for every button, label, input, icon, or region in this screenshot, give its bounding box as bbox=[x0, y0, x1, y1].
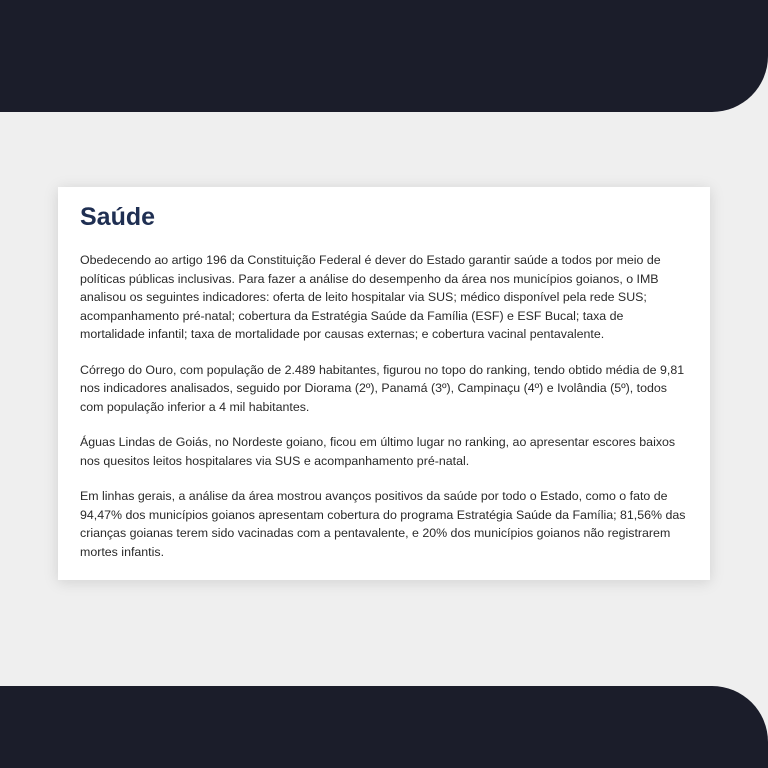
bottom-decorative-band bbox=[0, 686, 768, 768]
paragraph-intro: Obedecendo ao artigo 196 da Constituição Federal é dever do Estado garantir saúde a todos por meio de políticas públicas inclusivas. Para fazer a análise do desempenho da área nos municípios goianos, o IMB analisou os seguintes indicadores: oferta de leito hospitalar via SUS; médico disponível pela rede SUS; acompanhamento pré-natal; cobertura da Estratégia Saúde da Família (ESF) e ESF Bucal; taxa de mortalidade infantil; taxa de mortalidade por causas externas; e cobertura vacinal pentavalente. bbox=[80, 253, 661, 341]
paragraph-summary: Em linhas gerais, a análise da área mostrou avanços positivos da saúde por todo o Estado, como o fato de 94,47% dos municípios goianos apresentam cobertura do programa Estratégia Saúde da Família; 81,56% das crianças goianas terem sido vacinadas com a pentavalente, e 20% dos municípios goianos não registrarem mortes infantis. bbox=[80, 489, 686, 559]
section-title: Saúde bbox=[80, 203, 156, 231]
paragraph-ranking-last: Águas Lindas de Goiás, no Nordeste goiano, ficou em último lugar no ranking, ao apresentar escores baixos nos quesitos leitos hospitalares via SUS e acompanhamento pré-natal. bbox=[80, 435, 676, 468]
paragraph-ranking-top: Córrego do Ouro, com população de 2.489 habitantes, figurou no topo do ranking, tendo obtido média de 9,81 nos indicadores analisados, seguido por Diorama (2º), Panamá (3º), Campinaçu (4º) e Ivolândia (5º), todos com população inferior a 4 mil habitantes. bbox=[80, 362, 685, 414]
top-decorative-band bbox=[0, 0, 768, 112]
content-card bbox=[58, 187, 710, 580]
